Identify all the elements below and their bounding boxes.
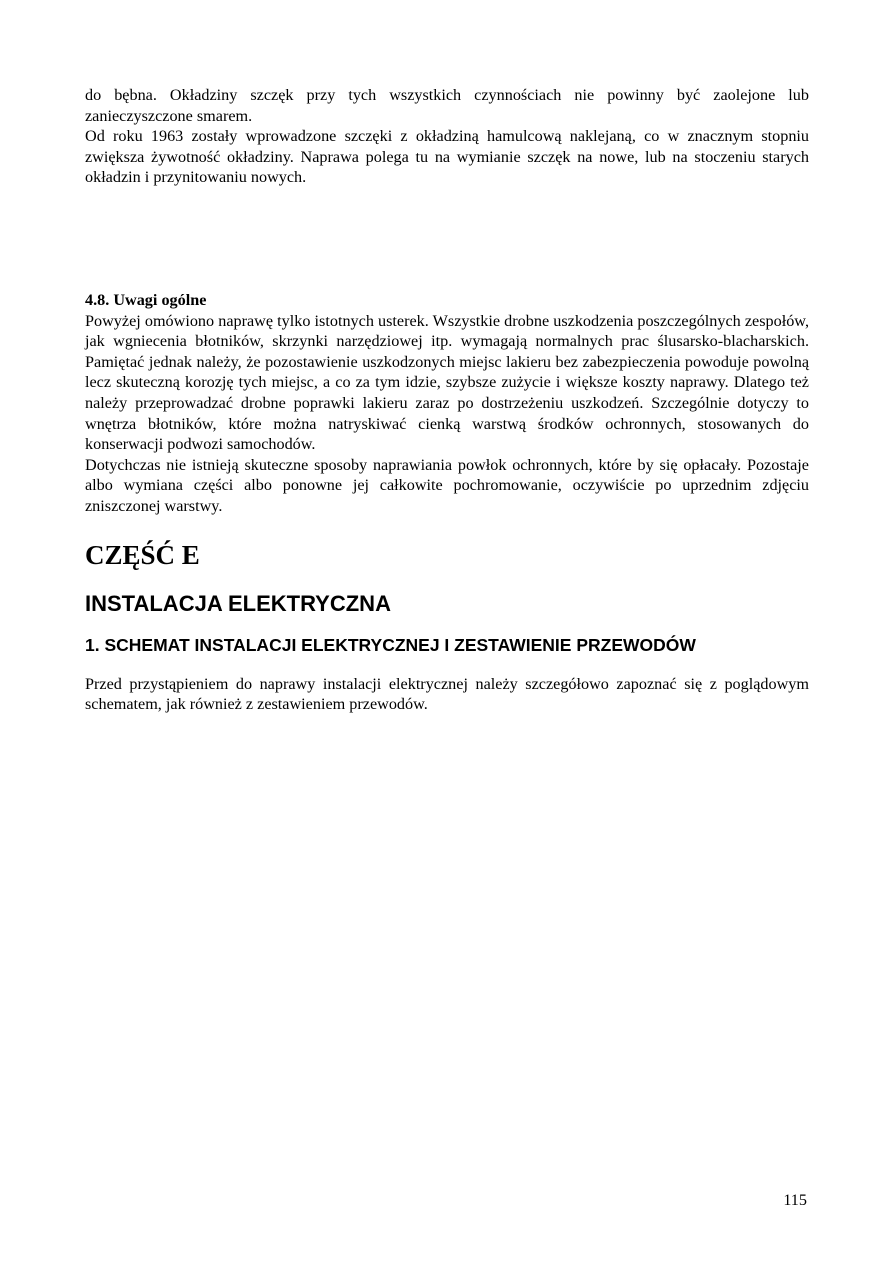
intro-paragraph: Przed przystąpieniem do naprawy instalacji elektrycznej należy szczegółowo zapoznać się z poglądowym schematem, jak również z zestawieniem przewodów.	[85, 674, 809, 714]
section-paragraph-1: Powyżej omówiono naprawę tylko istotnych usterek. Wszystkie drobne uszkodzenia poszczególnych zespołów, jak wgniecenia błotników, skrzynki narzędziowej itp. wymagają normalnych prac ślusarsko-blacharskich. Pamiętać jednak należy, że pozostawienie uszkodzonych miejsc lakieru bez zabezpieczenia powoduje powolną lecz skuteczną korozję tych miejsc, a co za tym idzie, szybsze zużycie i większe koszty naprawy. Dlatego też należy przeprowadzać drobne poprawki lakieru zaraz po dostrzeżeniu uszkodzeń. Szczególnie dotyczy to wnętrza błotników, które można natryskiwać cienką warstwą środków ochronnych, stosowanych do konserwacji podwozi samochodów.	[85, 311, 809, 454]
page-number: 115	[783, 1191, 807, 1209]
chapter-title: INSTALACJA ELEKTRYCZNA	[85, 590, 391, 616]
continuation-paragraph-2: Od roku 1963 zostały wprowadzone szczęki z okładziną hamulcową naklejaną, co w znacznym stopniu zwiększa żywotność okładziny. Naprawa polega tu na wymianie szczęk na nowe, lub na stoczeniu starych okładzin i przynitowaniu nowych.	[85, 127, 809, 187]
document-page	[85, 85, 809, 715]
section-paragraph-2: Dotychczas nie istnieją skuteczne sposoby naprawiania powłok ochronnych, które by się opłacały. Pozostaje albo wymiana części albo ponowne jej całkowite pochromowanie, oczywiście po uprzednim zdjęciu zniszczonej warstwy.	[85, 455, 809, 515]
subchapter-title: 1. SCHEMAT INSTALACJI ELEKTRYCZNEJ I ZESTAWIENIE PRZEWODÓW	[85, 634, 696, 655]
spacer	[85, 188, 809, 290]
part-title: CZĘŚĆ E	[85, 539, 200, 570]
section-heading: 4.8. Uwagi ogólne	[85, 290, 207, 309]
continuation-paragraph-1: do bębna. Okładziny szczęk przy tych wszystkich czynnościach nie powinny być zaolejone lub zanieczyszczone smarem.	[85, 86, 809, 125]
